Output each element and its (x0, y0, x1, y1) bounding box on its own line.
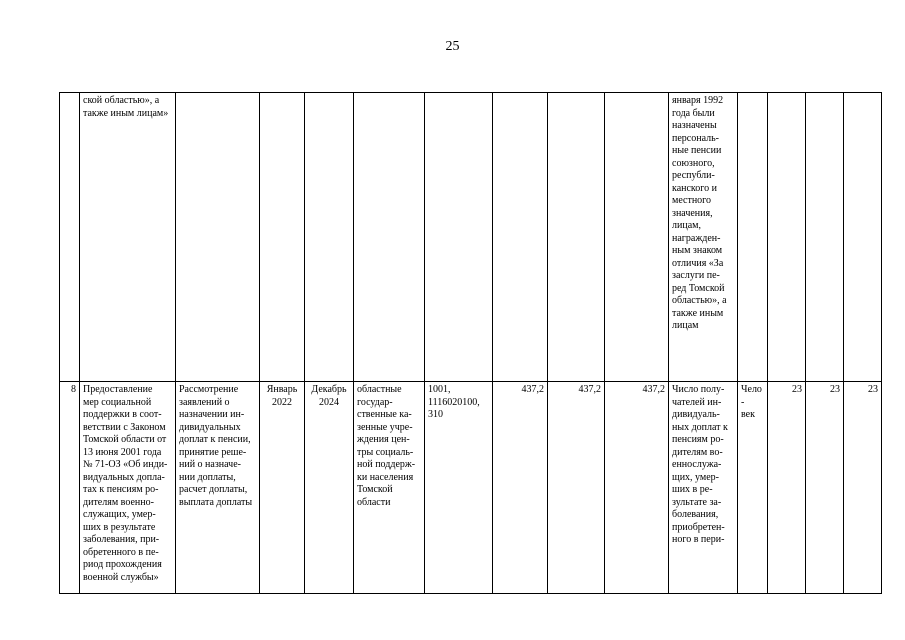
cell-indicator: января 1992 года были назначены персональ- ные пенсии союзного, республи- канского и местного значения, лицам, награжден- ным знаком отличия «За заслуги пе- ред Томской областью», а также иным лицам (669, 93, 738, 382)
cell-end (305, 93, 354, 382)
cell-executor: областные государ- ственные ка- зенные учре- ждения цен- тры социаль- ной поддерж- ки населения Томской области (354, 382, 425, 594)
cell-start (260, 93, 305, 382)
cell-name: ской областью», а также иным лицам» (80, 93, 176, 382)
cell-unit: Чело- век (738, 382, 768, 594)
cell-name: Предоставление мер социальной поддержки в соот- ветствии с Законом Томской области от 13 июня 2001 года № 71-ОЗ «Об инди- видуальных допла- тах к пенсиям ро- дителям военно- служащих, умер- ших в результате заболевания, при- обретенного в пе- риод прохождения военной службы» (80, 382, 176, 594)
cell-amount-total (493, 93, 548, 382)
cell-start: Январь 2022 (260, 382, 305, 594)
cell-value-1 (768, 93, 806, 382)
table-row-8 (60, 382, 882, 594)
cell-code (425, 93, 493, 382)
cell-code: 1001, 1116020100, 310 (425, 382, 493, 594)
cell-indicator: Число полу- чателей ин- дивидуаль- ных доплат к пенсиям ро- дителям во- еннослужа- щих, умер- ших в ре- зультате за- болевания, приобретен- ного в пери- (669, 382, 738, 594)
cell-end: Декабрь 2024 (305, 382, 354, 594)
cell-executor (354, 93, 425, 382)
cell-amount-total: 437,2 (493, 382, 548, 594)
cell-actions: Рассмотрение заявлений о назначении ин- дивидуальных доплат к пенсии, принятие реше- ний о назначе- нии доплаты, расчет доплаты, выплата доплаты (176, 382, 260, 594)
cell-value-2: 23 (806, 382, 844, 594)
page-number: 25 (445, 39, 460, 54)
cell-amount-3 (605, 93, 669, 382)
cell-actions (176, 93, 260, 382)
cell-value-3 (844, 93, 882, 382)
cell-amount-3: 437,2 (605, 382, 669, 594)
cell-value-1: 23 (768, 382, 806, 594)
cell-value-3: 23 (844, 382, 882, 594)
cell-amount-2: 437,2 (548, 382, 605, 594)
cell-index: 8 (60, 382, 80, 594)
cell-value-2 (806, 93, 844, 382)
program-table (59, 92, 882, 594)
table-row-continued (60, 93, 882, 382)
cell-index (60, 93, 80, 382)
cell-unit (738, 93, 768, 382)
cell-amount-2 (548, 93, 605, 382)
